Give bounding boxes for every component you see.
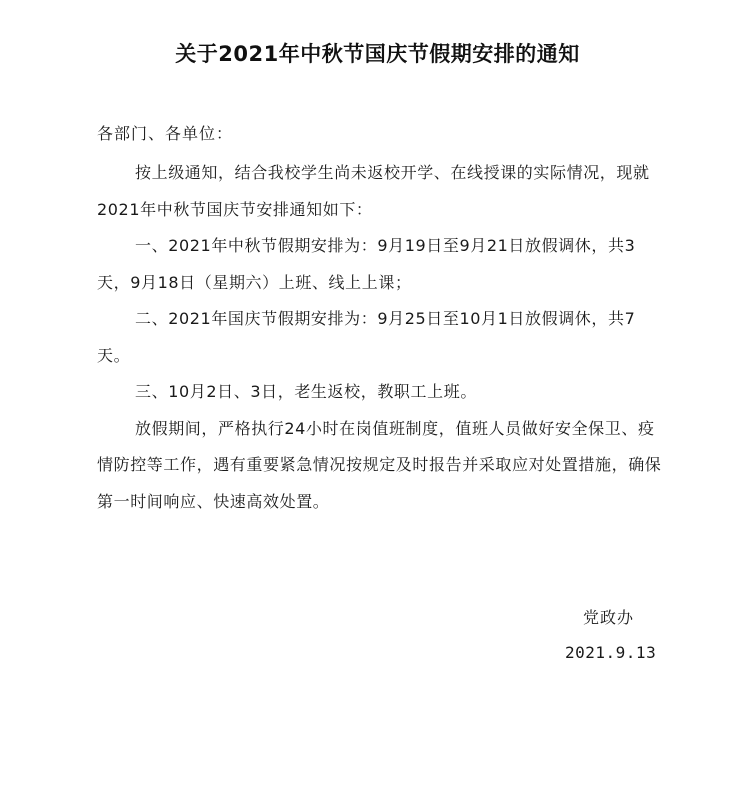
signature-date: 2021.9.13 bbox=[565, 643, 657, 662]
paragraph-return: 三、10月2日、3日，老生返校，教职工上班。 bbox=[135, 382, 477, 401]
paragraph-mid-autumn: 一、2021年中秋节假期安排为：9月19日至9月21日放假调休，共3天，9月18日（星期六）上班、线上上课； bbox=[97, 236, 636, 292]
notice-body bbox=[97, 155, 667, 520]
notice-title: 关于2021年中秋节国庆节假期安排的通知 bbox=[175, 42, 580, 66]
salutation: 各部门、各单位： bbox=[97, 124, 234, 143]
paragraph-national-day: 二、2021年国庆节假期安排为：9月25日至10月1日放假调休，共7天。 bbox=[97, 309, 636, 365]
paragraph-intro: 按上级通知，结合我校学生尚未返校开学、在线授课的实际情况，现就2021年中秋节国庆节安排通知如下： bbox=[97, 163, 650, 219]
paragraph-duty: 放假期间，严格执行24小时在岗值班制度，值班人员做好安全保卫、疫情防控等工作，遇有重要紧急情况按规定及时报告并采取应对处置措施，确保第一时间响应、快速高效处置。 bbox=[97, 418, 662, 511]
signature-organization: 党政办 bbox=[583, 608, 635, 627]
